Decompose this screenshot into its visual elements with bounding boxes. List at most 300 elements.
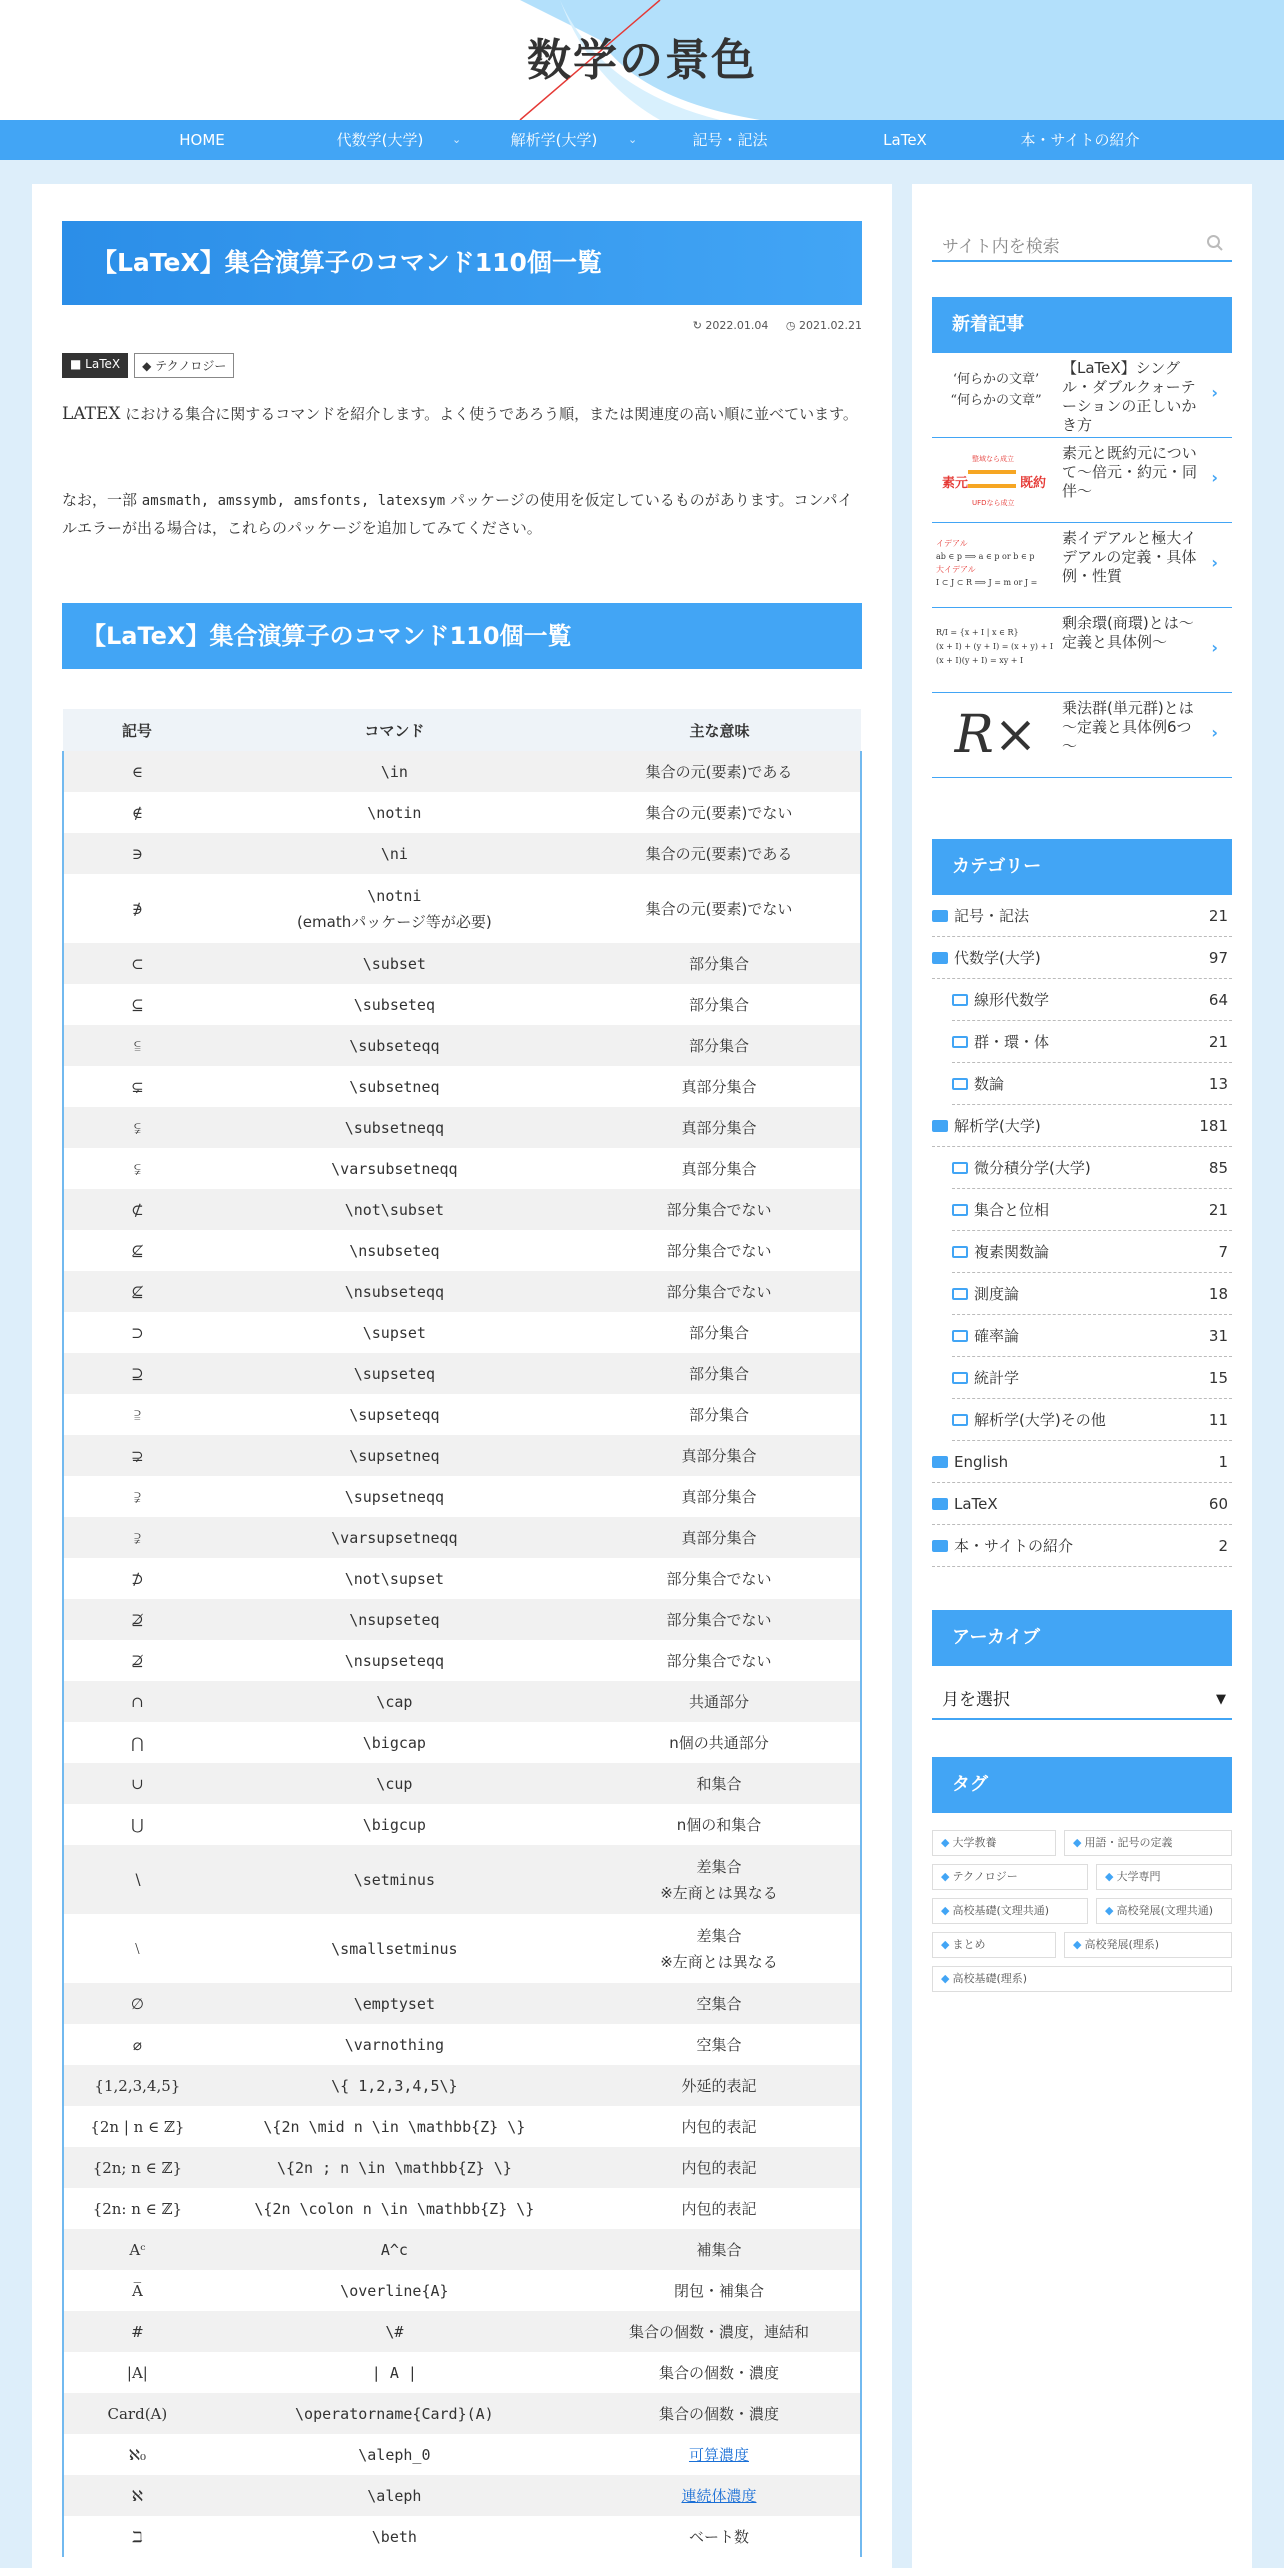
table-row bbox=[63, 2352, 861, 2393]
tag-label[interactable]: ◆ テクノロジー bbox=[134, 353, 234, 378]
category-label[interactable]: 統計学 bbox=[974, 1369, 1020, 1387]
tag-label[interactable]: 高校発展(理系) bbox=[1084, 1938, 1160, 1951]
command-text: \supsetneq bbox=[349, 1446, 440, 1465]
meaning-cell bbox=[578, 2188, 861, 2229]
command-cell bbox=[211, 1107, 578, 1148]
command-cell bbox=[211, 2024, 578, 2065]
folder-icon bbox=[952, 994, 968, 1006]
command-text: \supseteq bbox=[353, 1364, 435, 1383]
command-text: \subset bbox=[362, 954, 426, 973]
search-input[interactable] bbox=[932, 224, 1232, 262]
category-count: 85 bbox=[1208, 1159, 1228, 1177]
meaning-cell bbox=[578, 1599, 861, 1640]
category-count: 11 bbox=[1208, 1411, 1228, 1429]
meaning-text: 内包的表記 bbox=[681, 2159, 757, 2177]
category-item[interactable] bbox=[932, 895, 1232, 937]
command-cell bbox=[211, 1066, 578, 1107]
folder-icon bbox=[932, 910, 948, 922]
tag-icon: ◆ bbox=[941, 1938, 950, 1951]
nav-latex[interactable]: LaTeX bbox=[883, 131, 927, 149]
symbol-cell: ℵ bbox=[63, 2475, 211, 2516]
table-row bbox=[63, 2024, 861, 2065]
meaning-cell bbox=[578, 1435, 861, 1476]
nav-books[interactable]: 本・サイトの紹介 bbox=[1020, 131, 1140, 149]
meaning-cell bbox=[578, 1558, 861, 1599]
tag-label[interactable]: まとめ bbox=[952, 1938, 986, 1951]
command-cell bbox=[211, 1681, 578, 1722]
column-header-symbol: 記号 bbox=[63, 709, 211, 751]
table-row bbox=[63, 1230, 861, 1271]
meaning-text: 真部分集合 bbox=[681, 1529, 757, 1547]
tag-icon: ◆ bbox=[1073, 1938, 1082, 1951]
section-heading: 【LaTeX】集合演算子のコマンド110個一覧 bbox=[62, 603, 862, 669]
meaning-text: 共通部分 bbox=[688, 1693, 749, 1711]
category-label[interactable]: 本・サイトの紹介 bbox=[954, 1537, 1073, 1555]
tag-item[interactable] bbox=[932, 1932, 1056, 1958]
command-cell bbox=[211, 1025, 578, 1066]
category-item[interactable] bbox=[932, 1441, 1232, 1483]
command-note: (emathパッケージ等が必要) bbox=[296, 912, 492, 931]
command-text: \aleph bbox=[367, 2486, 422, 2505]
table-row bbox=[63, 2270, 861, 2311]
tag-label[interactable]: 高校発展(文理共通) bbox=[1116, 1904, 1214, 1917]
category-label[interactable]: 記号・記法 bbox=[954, 907, 1030, 925]
tag-item[interactable] bbox=[1064, 1932, 1232, 1958]
category-item[interactable] bbox=[952, 1357, 1232, 1399]
table-row bbox=[63, 1599, 861, 1640]
symbol-cell: {2n: n ∈ ℤ} bbox=[63, 2188, 211, 2229]
folder-icon bbox=[932, 1456, 948, 1468]
tag-item[interactable] bbox=[1096, 1864, 1232, 1890]
command-text: \setminus bbox=[353, 1870, 435, 1889]
new-post-item[interactable] bbox=[932, 438, 1232, 523]
post-title[interactable]: 剰余環(商環)とは～定義と具体例～ bbox=[1062, 614, 1194, 651]
meaning-cell bbox=[578, 1312, 861, 1353]
category-count: 21 bbox=[1208, 1201, 1228, 1219]
command-cell bbox=[211, 1148, 578, 1189]
command-cell bbox=[211, 2229, 578, 2270]
symbol-cell: ⊄ bbox=[63, 1189, 211, 1230]
command-text: \{2n ; n \in \mathbb{Z} \} bbox=[276, 2158, 512, 2177]
folder-icon bbox=[952, 1330, 968, 1342]
command-text: \# bbox=[385, 2322, 404, 2341]
folder-icon bbox=[952, 1204, 968, 1216]
meaning-cell bbox=[578, 1845, 861, 1914]
category-label[interactable]: 複素関数論 bbox=[974, 1243, 1050, 1261]
tag-label[interactable]: 大学専門 bbox=[1116, 1870, 1161, 1883]
symbol-cell: ⊈ bbox=[63, 1271, 211, 1312]
command-text: \overline{A} bbox=[340, 2281, 449, 2300]
tag-label[interactable]: 高校基礎(文理共通) bbox=[952, 1904, 1050, 1917]
tag-item[interactable] bbox=[932, 1830, 1056, 1856]
meaning-cell bbox=[578, 1517, 861, 1558]
post-thumbnail[interactable]: R/I = {x + I | x ∈ R} (x + I) + (y + I) = (x + y) + I (x + I)(y + I) = xy + I bbox=[936, 628, 1054, 665]
meaning-cell bbox=[578, 2106, 861, 2147]
table-row bbox=[63, 1763, 861, 1804]
meaning-cell bbox=[578, 2311, 861, 2352]
tag-icon: ◆ bbox=[941, 1836, 950, 1849]
category-item[interactable] bbox=[932, 1483, 1232, 1525]
meaning-text: 内包的表記 bbox=[681, 2118, 757, 2136]
command-text: \not\supset bbox=[344, 1569, 445, 1588]
tag-item[interactable] bbox=[1096, 1898, 1232, 1924]
category-label[interactable]: 解析学(大学) bbox=[954, 1117, 1041, 1135]
tag-icon: ◆ bbox=[941, 1870, 950, 1883]
command-text: \subseteq bbox=[353, 995, 435, 1014]
table-row bbox=[63, 984, 861, 1025]
package-list: amsmath, amssymb, amsfonts, latexsym bbox=[141, 493, 446, 509]
symbol-cell: Card(A) bbox=[63, 2393, 211, 2434]
category-item[interactable] bbox=[952, 1147, 1232, 1189]
category-item[interactable] bbox=[952, 979, 1232, 1021]
global-nav bbox=[0, 120, 1284, 160]
meaning-text: 部分集合でない bbox=[666, 1283, 772, 1301]
command-text: \supset bbox=[362, 1323, 426, 1342]
tag-icon: ◆ bbox=[1105, 1904, 1114, 1917]
meaning-text: 部分集合 bbox=[688, 1406, 749, 1424]
article-title: 【LaTeX】集合演算子のコマンド110個一覧 bbox=[62, 221, 862, 305]
nav-home[interactable]: HOME bbox=[179, 131, 225, 149]
command-text: \smallsetminus bbox=[331, 1939, 458, 1958]
intro-paragraph-1: LATEX における集合に関するコマンドを紹介します。よく使うであろう順，または関連度の高い順に並べています。 bbox=[62, 404, 858, 424]
command-cell bbox=[211, 943, 578, 984]
meaning-cell bbox=[578, 1476, 861, 1517]
meaning-note: ※左商とは異なる bbox=[660, 1952, 778, 1971]
folder-icon bbox=[932, 952, 948, 964]
command-text: \notin bbox=[367, 803, 422, 822]
category-item[interactable] bbox=[952, 1189, 1232, 1231]
folder-icon bbox=[932, 1540, 948, 1552]
table-row bbox=[63, 1914, 861, 1983]
command-cell bbox=[211, 1435, 578, 1476]
post-dates bbox=[679, 319, 862, 332]
meaning-cell bbox=[578, 1722, 861, 1763]
category-item[interactable] bbox=[932, 937, 1232, 979]
table-row bbox=[63, 2434, 861, 2475]
command-cell bbox=[211, 792, 578, 833]
tag-label[interactable]: 大学教養 bbox=[952, 1836, 997, 1849]
category-item[interactable] bbox=[952, 1231, 1232, 1273]
command-cell bbox=[211, 2188, 578, 2229]
symbol-cell: ⋃ bbox=[63, 1804, 211, 1845]
post-title[interactable]: 素イデアルと極大イデアルの定義・具体例・性質 bbox=[1062, 529, 1197, 585]
category-item[interactable] bbox=[932, 1105, 1232, 1147]
command-text: \nsubseteq bbox=[349, 1241, 440, 1260]
categories-heading: カテゴリー bbox=[932, 839, 1232, 895]
tag-item[interactable] bbox=[932, 1898, 1088, 1924]
meaning-text: 真部分集合 bbox=[681, 1078, 757, 1096]
command-cell bbox=[211, 1476, 578, 1517]
command-cell bbox=[211, 1394, 578, 1435]
meaning-cell bbox=[578, 1148, 861, 1189]
table-row bbox=[63, 751, 861, 792]
table-row bbox=[63, 1394, 861, 1435]
meaning-text: 差集合 bbox=[696, 1926, 742, 1945]
tag-label[interactable]: テクノロジー bbox=[952, 1870, 1018, 1883]
meaning-text: n個の和集合 bbox=[676, 1816, 762, 1834]
category-label[interactable]: ■ LaTeX bbox=[62, 353, 128, 378]
nav-analysis[interactable]: 解析学(大学) bbox=[510, 131, 598, 149]
command-text: \ni bbox=[380, 844, 408, 863]
table-row bbox=[63, 874, 861, 943]
command-cell bbox=[211, 2393, 578, 2434]
new-post-item[interactable] bbox=[932, 693, 1232, 778]
chevron-right-icon: › bbox=[1211, 383, 1218, 402]
command-cell bbox=[211, 1804, 578, 1845]
meaning-cell bbox=[578, 1914, 861, 1983]
meaning-cell bbox=[578, 1763, 861, 1804]
command-cell bbox=[211, 2311, 578, 2352]
command-text: \notni bbox=[367, 886, 422, 905]
table-row bbox=[63, 833, 861, 874]
category-label[interactable]: 線形代数学 bbox=[974, 991, 1050, 1009]
symbol-cell: ⫌ bbox=[63, 1517, 211, 1558]
meaning-cell bbox=[578, 1025, 861, 1066]
command-cell bbox=[211, 2270, 578, 2311]
chevron-right-icon: › bbox=[1211, 723, 1218, 742]
meaning-text: n個の共通部分 bbox=[669, 1734, 769, 1752]
meaning-text: 集合の個数・濃度 bbox=[658, 2405, 779, 2423]
symbol-cell: ∈ bbox=[63, 751, 211, 792]
command-cell bbox=[211, 1640, 578, 1681]
meaning-cell bbox=[578, 2229, 861, 2270]
meaning-text: 集合の元(要素)である bbox=[645, 845, 793, 863]
command-text: \cap bbox=[376, 1692, 413, 1711]
table-row bbox=[63, 1435, 861, 1476]
meaning-text: 集合の個数・濃度 bbox=[658, 2364, 779, 2382]
meaning-cell bbox=[578, 1804, 861, 1845]
symbol-cell: ∌ bbox=[63, 874, 211, 943]
post-labels bbox=[62, 353, 234, 378]
category-label[interactable]: 確率論 bbox=[974, 1327, 1020, 1345]
tag-item[interactable] bbox=[1064, 1830, 1232, 1856]
table-row bbox=[63, 1681, 861, 1722]
meaning-text: 集合の元(要素)である bbox=[645, 763, 793, 781]
table-body bbox=[63, 751, 861, 2557]
command-cell bbox=[211, 751, 578, 792]
command-cell bbox=[211, 1230, 578, 1271]
meaning-cell bbox=[578, 1394, 861, 1435]
meaning-text: 和集合 bbox=[696, 1775, 742, 1793]
nav-notation[interactable]: 記号・記法 bbox=[692, 131, 768, 149]
folder-icon bbox=[952, 1036, 968, 1048]
symbol-cell: ∉ bbox=[63, 792, 211, 833]
table-row bbox=[63, 792, 861, 833]
meaning-cell bbox=[578, 1066, 861, 1107]
meaning-text: 部分集合でない bbox=[666, 1201, 772, 1219]
tag-icon: ◆ bbox=[941, 1972, 950, 1985]
symbol-cell: ⫆ bbox=[63, 1394, 211, 1435]
meaning-cell bbox=[578, 1107, 861, 1148]
category-item[interactable] bbox=[952, 1399, 1232, 1441]
category-label[interactable]: English bbox=[954, 1453, 1009, 1471]
command-text: | A | bbox=[371, 2363, 417, 2382]
symbol-cell: Aᶜ bbox=[63, 2229, 211, 2270]
meaning-text: 部分集合 bbox=[688, 1324, 749, 1342]
symbol-cell: ∅ bbox=[63, 1983, 211, 2024]
folder-icon bbox=[952, 1078, 968, 1090]
category-count: 18 bbox=[1208, 1285, 1228, 1303]
category-item[interactable] bbox=[952, 1063, 1232, 1105]
command-text: \nsupseteq bbox=[349, 1610, 440, 1629]
meaning-cell bbox=[578, 1983, 861, 2024]
meaning-text: 真部分集合 bbox=[681, 1160, 757, 1178]
command-cell bbox=[211, 1914, 578, 1983]
category-label[interactable]: 微分積分学(大学) bbox=[974, 1159, 1091, 1177]
tag-label[interactable]: 用語・記号の定義 bbox=[1084, 1836, 1173, 1849]
category-count: 2 bbox=[1218, 1537, 1228, 1555]
post-title[interactable]: 素元と既約元について～倍元・約元・同伴～ bbox=[1062, 444, 1198, 500]
sidebar bbox=[912, 184, 1252, 2568]
post-thumbnail[interactable]: ‘何らかの文章’ “何らかの文章” bbox=[950, 372, 1042, 408]
meaning-cell bbox=[578, 2434, 861, 2475]
chevron-right-icon: › bbox=[1211, 468, 1218, 487]
meaning-text: 補集合 bbox=[696, 2241, 742, 2259]
command-text: \aleph_0 bbox=[358, 2445, 431, 2464]
command-text: \bigcap bbox=[362, 1733, 426, 1752]
meaning-cell bbox=[578, 2393, 861, 2434]
meaning-text: 真部分集合 bbox=[681, 1488, 757, 1506]
site-header bbox=[0, 0, 1284, 120]
tag-label[interactable]: 高校基礎(理系) bbox=[952, 1972, 1028, 1985]
table-row bbox=[63, 1271, 861, 1312]
tags-heading: タグ bbox=[932, 1757, 1232, 1813]
category-item[interactable] bbox=[952, 1021, 1232, 1063]
new-post-item[interactable] bbox=[932, 353, 1232, 438]
search-placeholder: サイト内を検索 bbox=[942, 237, 1060, 257]
new-posts-heading: 新着記事 bbox=[932, 297, 1232, 353]
command-text: \subsetneq bbox=[349, 1077, 440, 1096]
new-post-item[interactable] bbox=[932, 523, 1232, 608]
table-row bbox=[63, 1353, 861, 1394]
meaning-link[interactable]: 可算濃度 bbox=[688, 2446, 749, 2464]
category-label[interactable]: 集合と位相 bbox=[974, 1201, 1050, 1219]
command-cell bbox=[211, 1558, 578, 1599]
command-text: \subseteqq bbox=[349, 1036, 440, 1055]
table-row bbox=[63, 2393, 861, 2434]
command-text: \supsetneqq bbox=[344, 1487, 445, 1506]
meaning-text: ベート数 bbox=[688, 2528, 749, 2546]
command-cell bbox=[211, 2516, 578, 2557]
new-post-item[interactable] bbox=[932, 608, 1232, 693]
meaning-cell bbox=[578, 1681, 861, 1722]
command-text: \varsubsetneqq bbox=[331, 1159, 458, 1178]
chevron-down-icon[interactable]: ⌄ bbox=[452, 133, 462, 146]
command-cell bbox=[211, 1763, 578, 1804]
symbol-cell: ⊂ bbox=[63, 943, 211, 984]
symbol-cell: ⊅ bbox=[63, 1558, 211, 1599]
post-thumbnail[interactable]: 素元 既約 整域なら成立 UFDなら成立 bbox=[942, 455, 1047, 507]
meaning-cell bbox=[578, 1230, 861, 1271]
meaning-cell bbox=[578, 2352, 861, 2393]
category-label[interactable]: 数論 bbox=[974, 1075, 1005, 1093]
table-row bbox=[63, 1804, 861, 1845]
table-row bbox=[63, 1845, 861, 1914]
category-item[interactable] bbox=[932, 1525, 1232, 1567]
table-row bbox=[63, 1312, 861, 1353]
symbol-cell: {2n | n ∈ ℤ} bbox=[63, 2106, 211, 2147]
archive-heading: アーカイブ bbox=[932, 1610, 1232, 1666]
post-title[interactable]: 【LaTeX】シングル・ダブルクォーテーションの正しいかき方 bbox=[1062, 359, 1197, 434]
site-title[interactable]: 数学の景色 bbox=[527, 35, 757, 86]
symbol-cell: ⧵ bbox=[63, 1914, 211, 1983]
table-row bbox=[63, 1025, 861, 1066]
command-text: \beth bbox=[371, 2527, 417, 2546]
meaning-cell bbox=[578, 833, 861, 874]
chevron-down-icon[interactable]: ⌄ bbox=[628, 133, 638, 146]
command-text: \operatorname{Card}(A) bbox=[295, 2404, 494, 2423]
folder-icon bbox=[932, 1498, 948, 1510]
command-text: \in bbox=[380, 762, 408, 781]
table-row bbox=[63, 2147, 861, 2188]
command-text: \emptyset bbox=[353, 1994, 435, 2013]
tag-item[interactable] bbox=[932, 1864, 1088, 1890]
command-cell bbox=[211, 1517, 578, 1558]
category-item[interactable] bbox=[952, 1315, 1232, 1357]
table-row bbox=[63, 1722, 861, 1763]
category-label[interactable]: 解析学(大学)その他 bbox=[974, 1411, 1106, 1429]
meaning-text: 集合の元(要素)でない bbox=[645, 804, 793, 822]
command-text: \bigcup bbox=[362, 1815, 426, 1834]
category-count: 13 bbox=[1208, 1075, 1228, 1093]
meaning-cell bbox=[578, 874, 861, 943]
folder-icon: ■ bbox=[70, 357, 86, 371]
table-row bbox=[63, 1517, 861, 1558]
category-label[interactable]: 測度論 bbox=[974, 1285, 1020, 1303]
meaning-cell bbox=[578, 2024, 861, 2065]
post-thumbnail[interactable]: R× bbox=[954, 705, 1038, 765]
category-label[interactable]: 代数学(大学) bbox=[954, 949, 1041, 967]
category-label[interactable]: 群・環・体 bbox=[974, 1033, 1050, 1051]
meaning-cell bbox=[578, 943, 861, 984]
post-title[interactable]: 乗法群(単元群)とは～定義と具体例6つ～ bbox=[1062, 699, 1194, 755]
latex-logo: LATEX bbox=[62, 404, 121, 424]
table-row bbox=[63, 1107, 861, 1148]
tag-item[interactable] bbox=[932, 1966, 1232, 1992]
meaning-text: 部分集合 bbox=[688, 1365, 749, 1383]
folder-icon bbox=[952, 1288, 968, 1300]
table-row bbox=[63, 2106, 861, 2147]
command-cell bbox=[211, 833, 578, 874]
post-thumbnail[interactable]: イデアル ab ∈ p ⟹ a ∈ p or b ∈ p 大イデアル I ⊂ J ⊂ R ⟹ J = m or J = bbox=[936, 539, 1038, 587]
command-cell bbox=[211, 1271, 578, 1312]
command-text: \nsupseteqq bbox=[344, 1651, 445, 1670]
command-text: \varnothing bbox=[344, 2035, 445, 2054]
command-cell bbox=[211, 1983, 578, 2024]
table-row bbox=[63, 1066, 861, 1107]
table-row bbox=[63, 1983, 861, 2024]
meaning-link[interactable]: 連続体濃度 bbox=[681, 2487, 757, 2505]
search-icon[interactable] bbox=[1206, 234, 1224, 256]
symbol-cell: ⊉ bbox=[63, 1640, 211, 1681]
column-header-meaning: 主な意味 bbox=[578, 709, 861, 751]
meaning-text: 空集合 bbox=[696, 1995, 742, 2013]
meaning-text: 部分集合でない bbox=[666, 1652, 772, 1670]
nav-algebra[interactable]: 代数学(大学) bbox=[336, 131, 424, 149]
meaning-cell bbox=[578, 1640, 861, 1681]
command-cell bbox=[211, 1353, 578, 1394]
table-row bbox=[63, 943, 861, 984]
meaning-cell bbox=[578, 984, 861, 1025]
tag-icon: ◆ bbox=[941, 1904, 950, 1917]
category-label[interactable]: LaTeX bbox=[954, 1495, 998, 1513]
archive-select[interactable]: 月を選択 ▼ bbox=[932, 1680, 1232, 1720]
folder-icon bbox=[932, 1120, 948, 1132]
category-item[interactable] bbox=[952, 1273, 1232, 1315]
meaning-cell bbox=[578, 2270, 861, 2311]
meaning-text: 集合の個数・濃度，連結和 bbox=[628, 2323, 809, 2341]
meaning-text: 部分集合 bbox=[688, 955, 749, 973]
